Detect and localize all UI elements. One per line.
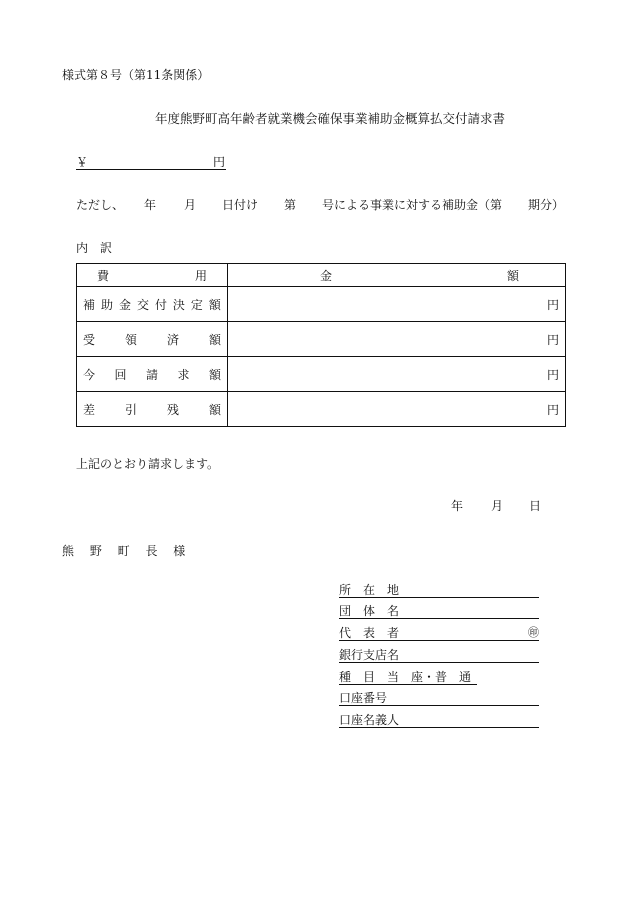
breakdown-label: 内 訳 [76, 241, 113, 255]
purpose-prefix: ただし、 [76, 198, 125, 212]
field-label: 代 表 者 [339, 626, 400, 640]
date-day: 日 [529, 499, 542, 513]
row-label-char: 引 [124, 402, 137, 417]
amount-cell[interactable]: 円 [228, 392, 566, 427]
purpose-line [76, 196, 566, 212]
table-row [77, 322, 566, 357]
purpose-suffix: 号による事業に対する補助金（第 [322, 198, 503, 212]
row-label-char: 請 [145, 367, 158, 382]
field-account-type[interactable] [339, 668, 539, 685]
field-label: 所 在 地 [339, 583, 400, 597]
row-label-char: 交 [136, 297, 149, 312]
table-row [77, 392, 566, 427]
yen-symbol: ￥ [76, 155, 89, 169]
field-label: 口座番号 [339, 691, 388, 705]
en-unit: 円 [213, 155, 226, 169]
row-label-char: 決 [172, 297, 185, 312]
header-amount [228, 264, 566, 287]
table-header-row [77, 264, 566, 287]
field-label: 団 体 名 [339, 604, 400, 618]
header-amount-char: 金 [320, 268, 333, 283]
row-label [77, 322, 228, 357]
purpose-period: 期分） [528, 198, 565, 212]
row-label-char: 金 [118, 297, 131, 312]
row-label-char: 済 [166, 332, 179, 347]
header-cost-char: 費 [97, 268, 110, 283]
field-address[interactable] [339, 581, 539, 598]
table-row [77, 287, 566, 322]
date-line [451, 497, 541, 513]
field-label: 種 目 当 座・普 通 [339, 670, 472, 684]
row-label-char: 受 [83, 332, 96, 347]
field-representative[interactable] [339, 624, 539, 641]
breakdown-table [76, 263, 566, 427]
row-label-char: 差 [83, 402, 96, 417]
amount-cell[interactable]: 円 [228, 357, 566, 392]
row-label-char: 助 [100, 297, 113, 312]
field-account-holder[interactable] [339, 711, 539, 728]
form-number: 様式第８号（第11条関係） [62, 68, 210, 82]
addressee: 熊 野 町 長 様 [62, 544, 192, 558]
document-title: 年度熊野町高年齢者就業機会確保事業補助金概算払交付請求書 [154, 111, 505, 126]
closing-statement: 上記のとおり請求します。 [76, 457, 220, 471]
header-amount-char: 額 [506, 268, 519, 283]
amount-cell[interactable]: 円 [228, 287, 566, 322]
row-label-char: 回 [114, 367, 127, 382]
header-cost-char: 用 [194, 268, 207, 283]
row-label-char: 今 [83, 367, 96, 382]
field-label: 銀行支店名 [339, 648, 400, 662]
row-label-char: 額 [208, 297, 221, 312]
row-label-char: 額 [208, 332, 221, 347]
purpose-dated: 日付け [222, 198, 259, 212]
field-bank-branch[interactable] [339, 646, 539, 663]
purpose-dai: 第 [284, 198, 297, 212]
row-label [77, 357, 228, 392]
amount-underline[interactable] [76, 153, 226, 170]
row-label [77, 392, 228, 427]
row-label-char: 残 [166, 402, 179, 417]
row-label-char: 求 [177, 367, 190, 382]
row-label-char: 付 [154, 297, 167, 312]
row-label-char: 額 [208, 367, 221, 382]
header-cost [77, 264, 228, 287]
date-year: 年 [451, 499, 464, 513]
row-label-char: 額 [208, 402, 221, 417]
amount-cell[interactable]: 円 [228, 322, 566, 357]
field-account-number[interactable] [339, 689, 539, 706]
field-label: 口座名義人 [339, 713, 400, 727]
row-label-char: 領 [124, 332, 137, 347]
field-organization[interactable] [339, 602, 539, 619]
row-label [77, 287, 228, 322]
purpose-month: 月 [184, 198, 197, 212]
seal-mark: ㊞ [528, 626, 539, 639]
table-row [77, 357, 566, 392]
row-label-char: 定 [190, 297, 203, 312]
date-month: 月 [491, 499, 504, 513]
purpose-year: 年 [144, 198, 157, 212]
row-label-char: 補 [83, 297, 96, 312]
